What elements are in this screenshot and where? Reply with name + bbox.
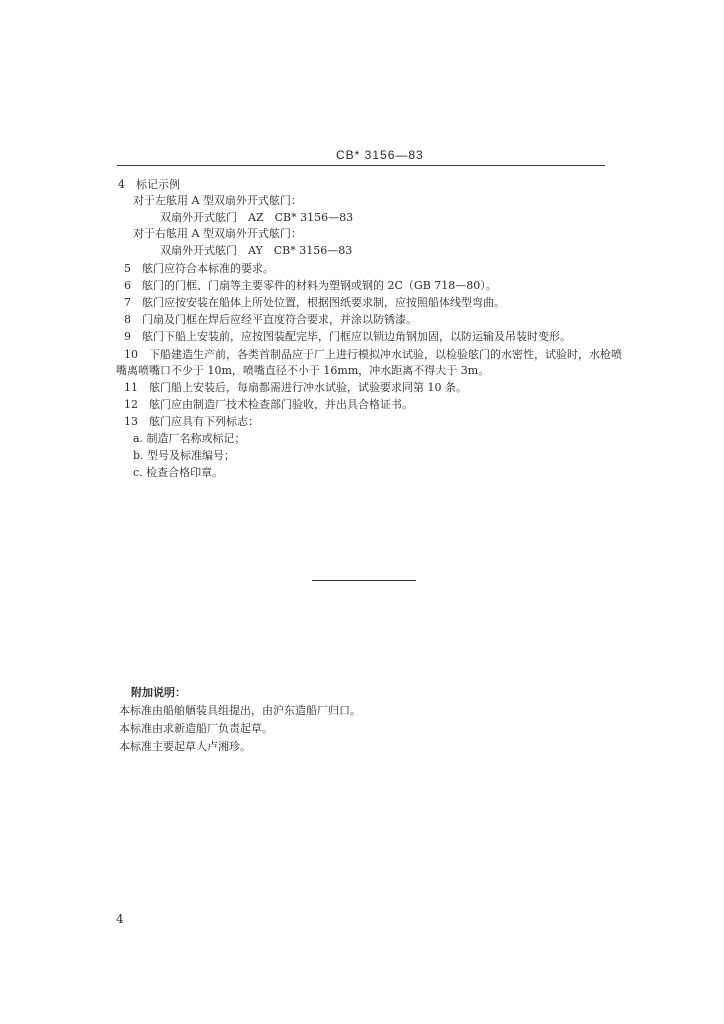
clause-7: 7 舷门应按安装在船体上所处位置，根据图纸要求制，应按照船体线型弯曲。 [124,296,505,309]
standard-number-header: CB* 3156—83 [336,148,424,162]
end-separator-rule [312,580,416,581]
example-left-label: 对于左舷用 A 型双扇外开式舷门： [133,194,302,207]
clause-12: 12 舷门应由制造厂技术检查部门验收，并出具合格证书。 [124,398,413,411]
example-right-mark: 双扇外开式舷门 AY CB* 3156—83 [160,244,353,257]
clause-13: 13 舷门应具有下列标志： [124,415,259,428]
clause-8: 8 门扇及门框在焊后应经平直度符合要求，并涂以防锈漆。 [124,313,417,326]
mark-item-c: c. 检查合格印章。 [133,466,224,479]
clause-9: 9 舷门下船上安装前，应按图装配完毕，门框应以锁边角钢加固，以防运输及吊装时变形。 [124,330,571,343]
page-number: 4 [116,912,124,926]
additional-note-3: 本标准主要起草人卢湘珍。 [119,740,251,753]
example-left-mark: 双扇外开式舷门 AZ CB* 3156—83 [160,211,354,224]
clause-4: 4 标记示例 [118,178,180,191]
clause-10: 10 下船建造生产前，各类首制品应于厂上进行模拟冲水试验，以检验舷门的水密性，试验时，水枪喷 [124,348,622,361]
clause-6: 6 舷门的门框、门扇等主要零件的材料为塑钢或钢的 2C（GB 718—80）。 [124,279,497,292]
additional-note-1: 本标准由船舶舾装具组提出，由沪东造船厂归口。 [119,704,361,717]
clause-11: 11 舷门船上安装后，每扇都需进行冲水试验，试验要求同第 10 条。 [124,381,467,394]
example-right-label: 对于右舷用 A 型双扇外开式舷门： [133,227,302,240]
clause-10-cont: 嘴离喷嘴口不少于 10m，喷嘴直径不小于 16mm，冲水距离不得大于 3m。 [116,364,490,377]
mark-item-b: b. 型号及标准编号； [133,449,236,462]
header-rule [117,165,605,166]
mark-item-a: a. 制造厂名称或标记； [133,432,246,445]
additional-notes-title: 附加说明： [131,686,186,699]
additional-note-2: 本标准由求新造船厂负责起草。 [119,722,273,735]
clause-5: 5 舷门应符合本标准的要求。 [124,262,274,275]
